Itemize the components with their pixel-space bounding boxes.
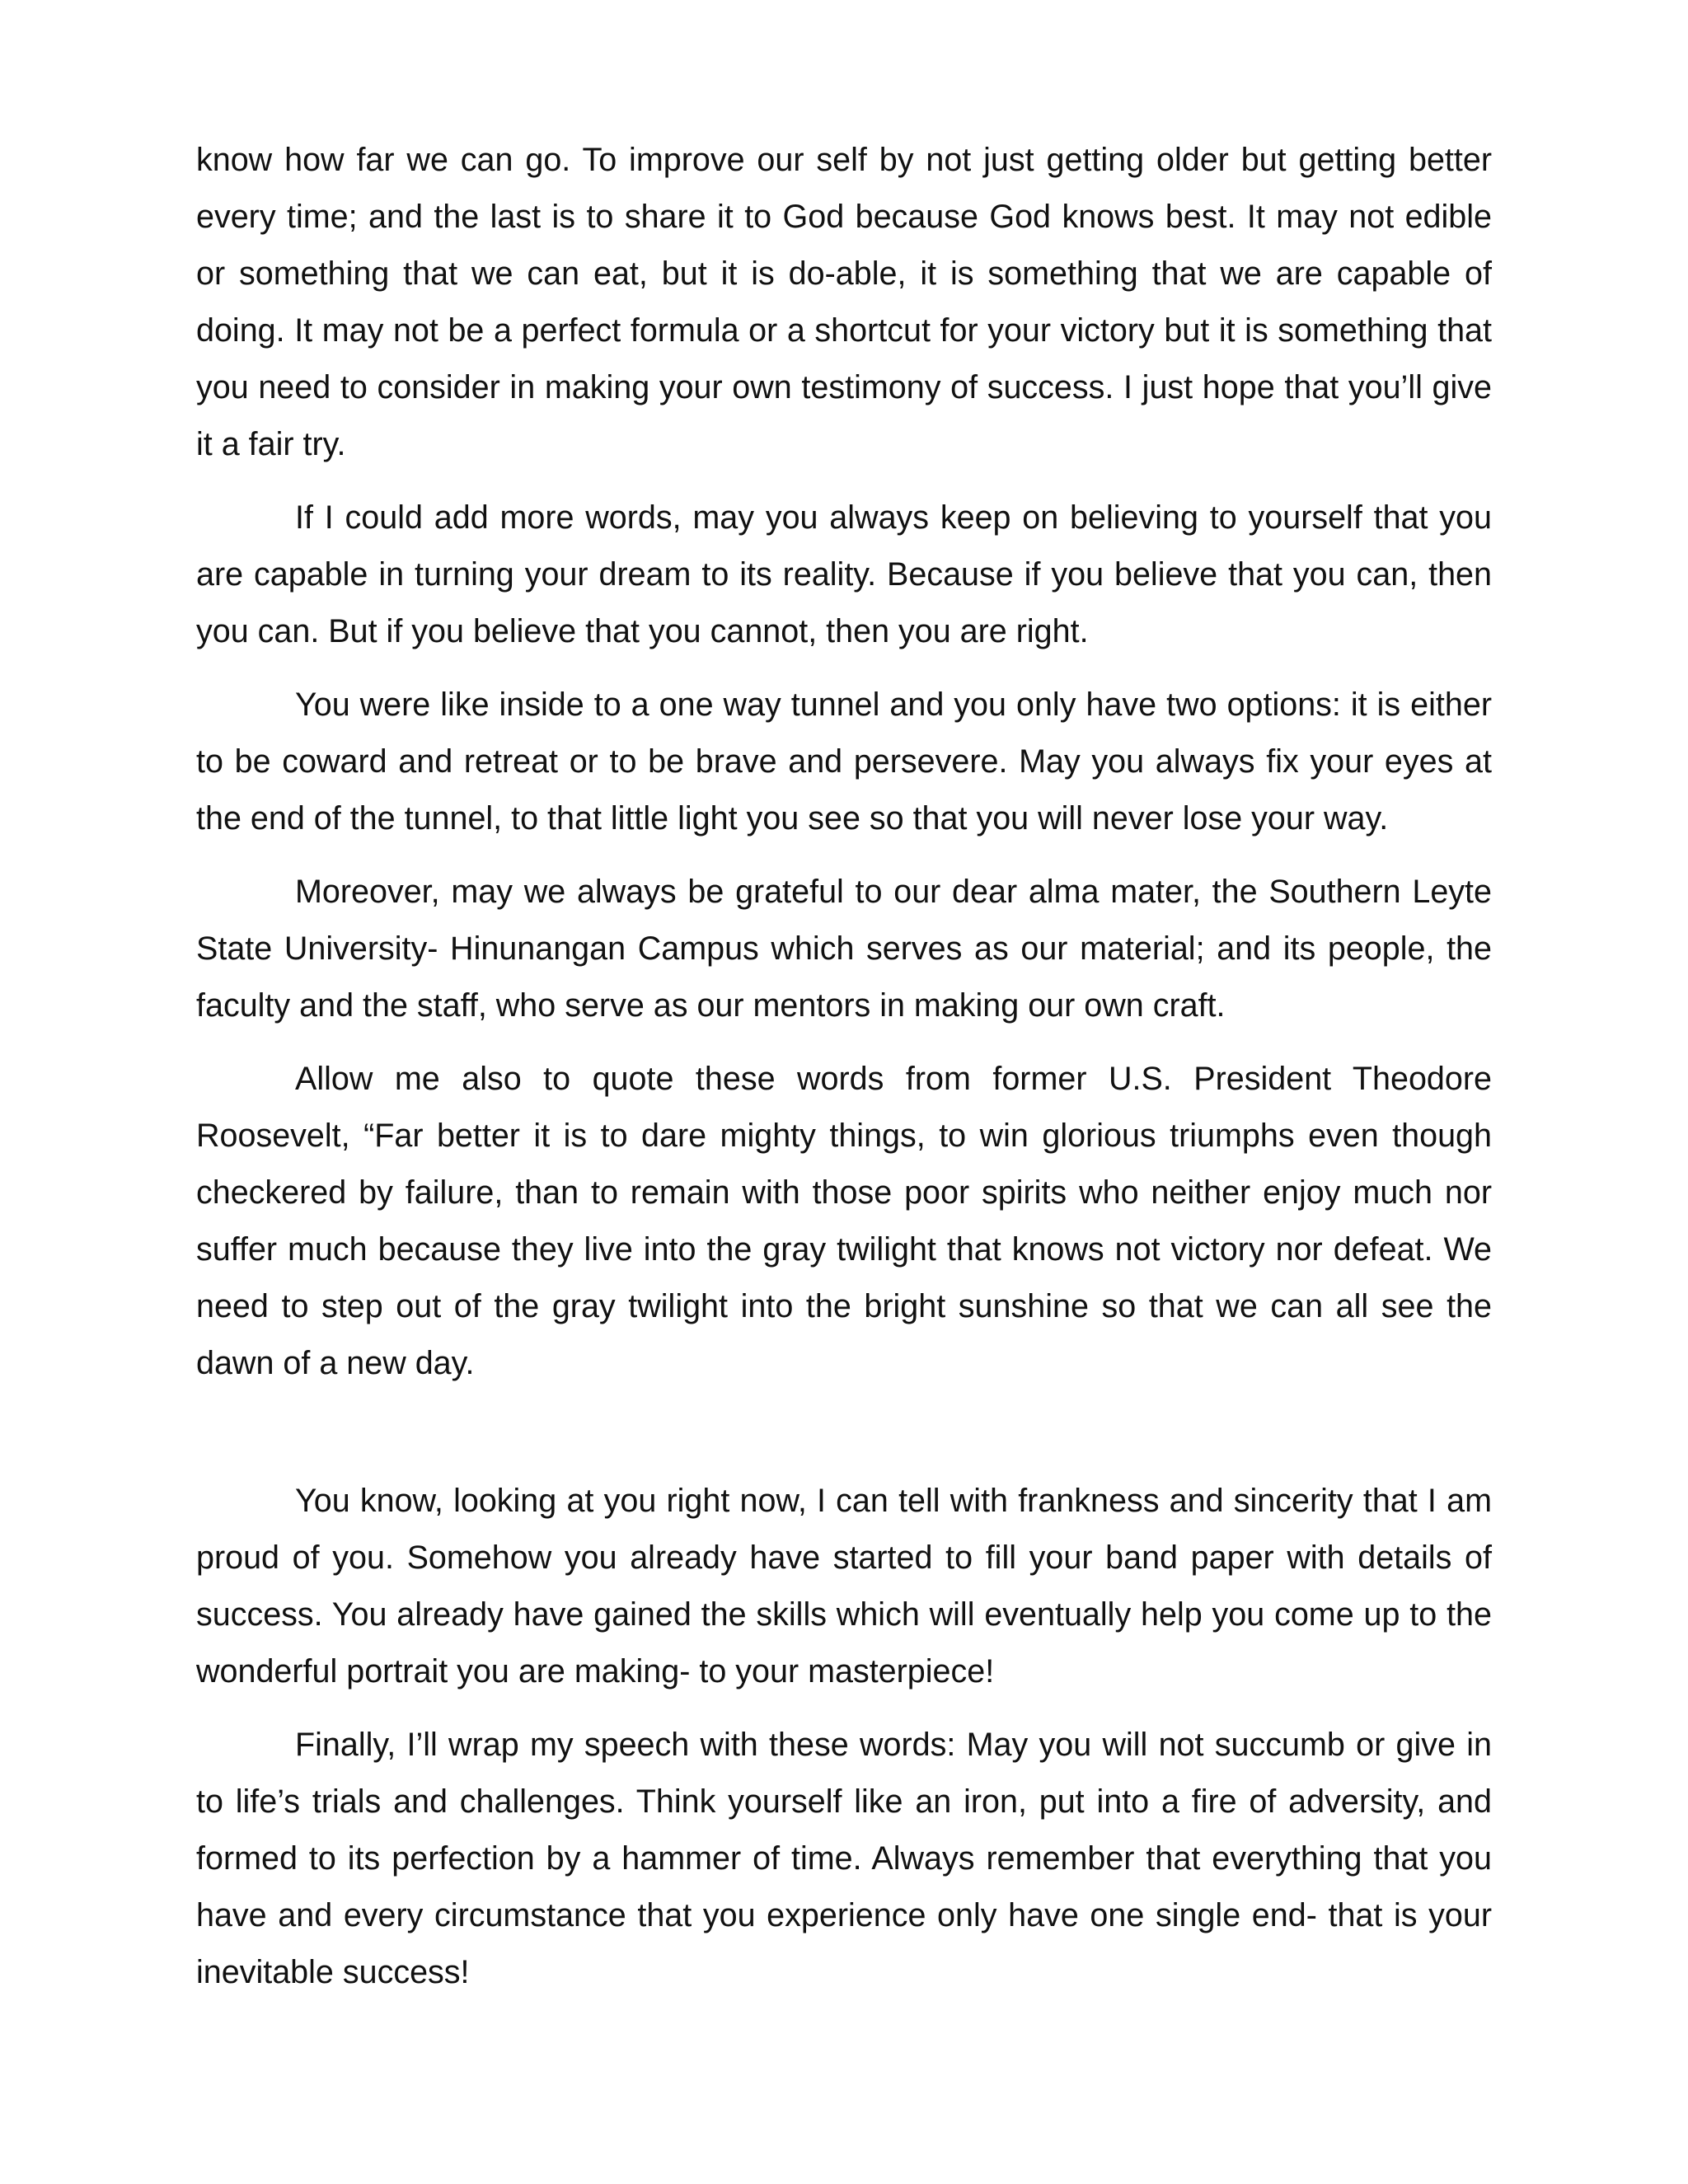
paragraph-tunnel: You were like inside to a one way tunnel and you only have two options: it is either to be coward and retreat or to be brave and persevere. May you always fix your eyes at the end of the tunnel, to that little light you see so that you will never lose your way. — [196, 687, 1492, 837]
paragraph-alma-mater: Moreover, may we always be grateful to our dear alma mater, the Southern Leyte State University- Hinunangan Campus which serves as our material; and its people, the faculty and the staff, who serve as our mentors in making our own craft. — [196, 874, 1492, 1024]
paragraph-proud: You know, looking at you right now, I can tell with frankness and sincerity that I am proud of you. Somehow you already have started to fill your band paper with details of success. You already have gained the skills which will eventually help you come up to the wonderful portrait you are making- to your masterpiece! — [196, 1483, 1492, 1690]
speech-body — [196, 132, 1492, 2018]
paragraph-closing: Finally, I’ll wrap my speech with these words: May you will not succumb or give in to life’s trials and challenges. Think yourself like an iron, put into a fire of adversity, and formed to its perfection by a hammer of time. Always remember that everything that you have and every circumstance that you experience only have one single end- that is your inevitable success! — [196, 1727, 1492, 1990]
paragraph-continuation: know how far we can go. To improve our self by not just getting older but getting better every time; and the last is to share it to God because God knows best. It may not edible or something that we can eat, but it is do-able, it is something that we are capable of doing. It may not be a perfect formula or a shortcut for your victory but it is something that you need to consider in making your own testimony of success. I just hope that you’ll give it a fair try. — [196, 142, 1492, 462]
paragraph-believing: If I could add more words, may you always keep on believing to yourself that you are capable in turning your dream to its reality. Because if you believe that you can, then you can. But if you believe that you cannot, then you are right. — [196, 499, 1492, 649]
paragraph-spacer — [196, 1408, 1492, 1473]
paragraph-roosevelt-quote: Allow me also to quote these words from former U.S. President Theodore Roosevelt, “Far better it is to dare mighty things, to win glorious triumphs even though checkered by failure, than to remain with those poor spirits who neither enjoy much nor suffer much because they live into the gray twilight that knows not victory nor defeat. We need to step out of the gray twilight into the bright sunshine so that we can all see the dawn of a new day. — [196, 1061, 1492, 1381]
